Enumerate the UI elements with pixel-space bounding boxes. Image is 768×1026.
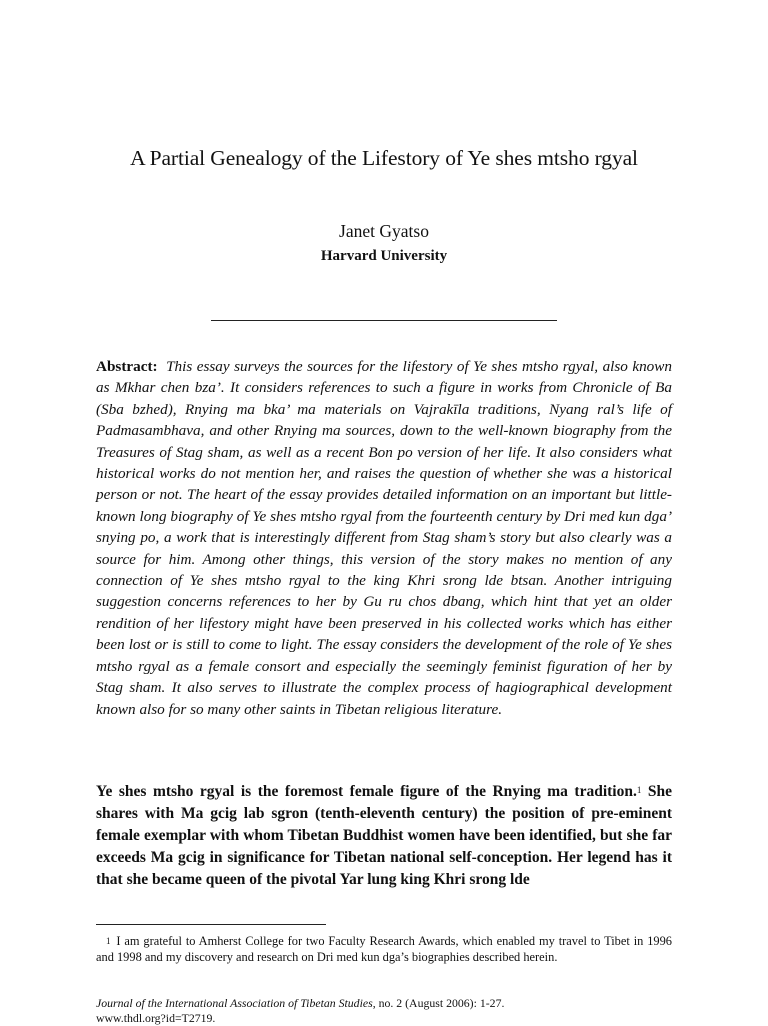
abstract-label: Abstract: xyxy=(96,358,158,375)
author-affiliation: Harvard University xyxy=(320,248,448,264)
footnote-mark: 1 xyxy=(106,936,111,946)
footnote-reference[interactable]: 1 xyxy=(636,785,642,795)
abstract-text: This essay surveys the sources for the lifestory of Ye shes mtsho rgyal, also known as Mkhar chen bza’. It considers references to such a figure in works from Chronicle of Ba (Sba bzhed), Rnying ma bka’ ma materials on Vajrakīla traditions, Nyang ral’s life of Padmasambhava, and other Rnying ma sources, down to the well-known biography from the Treasures of Stag sham, as well as a recent Bon po version of her life. It also considers what historical works do not mention her, and raises the question of whether she was a historical person or not. The heart of the essay provides detailed information on an important but little-known long biography of Ye shes mtsho rgyal from the fourteenth century by Dri med kun dga’ snying po, a work that is interestingly different from Stag sham’s story but also clearly was a source for him. Among other things, this version of the story makes no mention of any connection of Ye shes mtsho rgyal to the king Khri srong lde btsan. Another intriguing suggestion concerns references to her by Gu ru chos dbang, which hint that yet an older rendition of her lifestory might have been preserved in his collected works which has either been lost or is still to come to light. The essay considers the development of the role of Ye shes mtsho rgyal as a female consort and especially the seemingly feminist figuration of her by Stag sham. It also serves to illustrate the complex process of hagiographical development known also for so many other saints in Tibetan religious literature. xyxy=(96,358,673,718)
article-title: A Partial Genealogy of the Lifestory of Ye shes mtsho rgyal xyxy=(130,146,638,170)
abstract xyxy=(96,356,672,720)
body-paragraph xyxy=(96,781,672,891)
journal-url[interactable]: www.thdl.org?id=T2719. xyxy=(96,1011,216,1025)
footnote xyxy=(96,934,672,965)
journal-details: , no. 2 (August 2006): 1-27. xyxy=(372,996,505,1010)
author-name: Janet Gyatso xyxy=(339,221,429,241)
footnote-divider xyxy=(96,924,326,925)
journal-citation xyxy=(96,996,736,1026)
title-divider xyxy=(211,320,557,321)
body-text-part1: Ye shes mtsho rgyal is the foremost female figure of the Rnying ma tradition. xyxy=(96,783,637,800)
body-text-part2: She shares with Ma gcig lab sgron (tenth-eleventh century) the position of pre-eminent female exemplar with whom Tibetan Buddhist women have been identified, but she far exceeds Ma gcig in significance for Tibetan national self-conception. Her legend has it that she became queen of the pivotal Yar lung king Khri srong lde xyxy=(96,783,672,888)
footnote-text: I am grateful to Amherst College for two Faculty Research Awards, which enabled my travel to Tibet in 1996 and 1998 and my discovery and research on Dri med kun dga’s biographies described herein. xyxy=(96,934,672,964)
journal-name: Journal of the International Association of Tibetan Studies xyxy=(96,996,373,1010)
